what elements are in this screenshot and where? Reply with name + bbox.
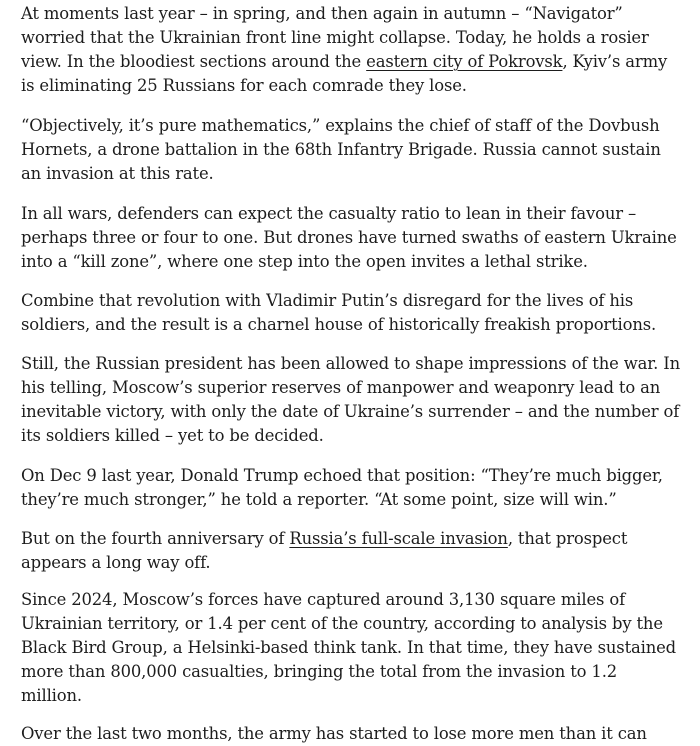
paragraph: On Dec 9 last year, Donald Trump echoed that position: “They’re much bigger, they’re much stronger,” he told a reporter. “At some point, size will win.” bbox=[21, 466, 663, 509]
paragraph: “Objectively, it’s pure mathematics,” explains the chief of staff of the Dovbush Hornets, a drone battalion in the 68th Infantry Brigade. Russia cannot sustain an invasion at this rate. bbox=[21, 116, 661, 183]
paragraph bbox=[21, 2, 681, 98]
link-russias-full-scale-invasion[interactable]: Russia’s full-scale invasion bbox=[289, 529, 508, 548]
paragraph: In all wars, defenders can expect the casualty ratio to lean in their favour – perhaps three or four to one. But drones have turned swaths of eastern Ukraine into a “kill zone”, where one step into the open invites a lethal strike. bbox=[21, 204, 677, 271]
paragraph: Over the last two months, the army has started to lose more men than it can bbox=[21, 724, 647, 743]
paragraph: Combine that revolution with Vladimir Putin’s disregard for the lives of his soldiers, and the result is a charnel house of historically freakish proportions. bbox=[21, 291, 657, 334]
paragraph-text: But on the fourth anniversary of bbox=[21, 529, 290, 548]
paragraph: Still, the Russian president has been allowed to shape impressions of the war. In his telling, Moscow’s superior reserves of manpower and weaponry lead to an inevitable victory, with only the date of Ukraine’s surrender – and the number of its soldiers killed – yet to be decided. bbox=[21, 354, 680, 445]
paragraph bbox=[21, 527, 681, 575]
paragraph-text: , Kyiv’s army is eliminating 25 Russians for each comrade they lose. bbox=[21, 52, 668, 95]
paragraph-text: At moments last year – in spring, and then again in autumn – “Navigator” worried that the Ukrainian front line might collapse. Today, he holds a rosier view. In the bloodiest sections around the bbox=[21, 4, 649, 71]
paragraph-text: , that prospect appears a long way off. bbox=[21, 529, 628, 572]
paragraph: Since 2024, Moscow’s forces have captured around 3,130 square miles of Ukrainian territory, or 1.4 per cent of the country, according to analysis by the Black Bird Group, a Helsinki-based think tank. In that time, they have sustained more than 800,000 casualties, bringing the total from the invasion to 1.2 million. bbox=[21, 590, 677, 705]
link-eastern-city-of-pokrovsk[interactable]: eastern city of Pokrovsk bbox=[366, 52, 563, 71]
